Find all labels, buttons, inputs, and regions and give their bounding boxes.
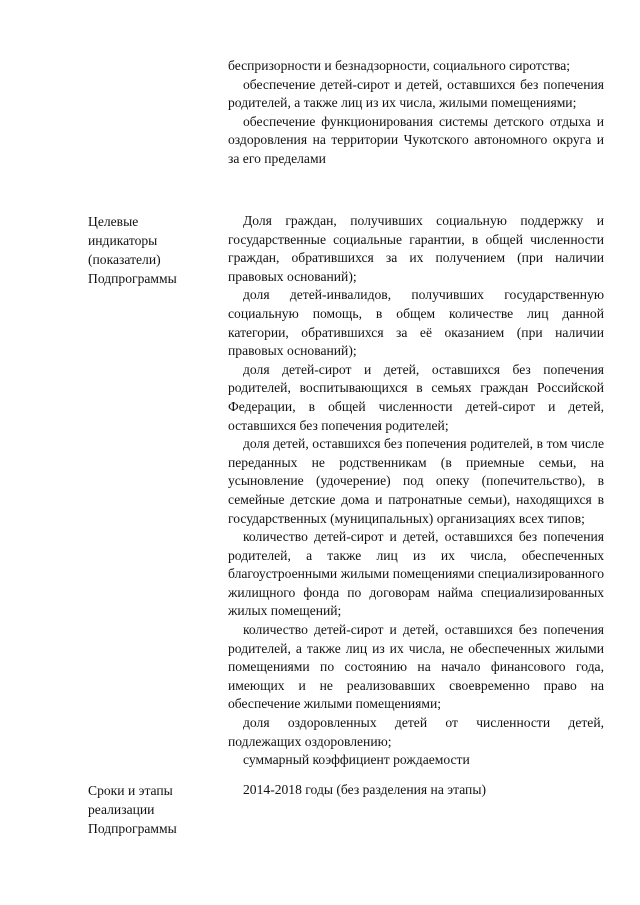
label-line: Целевые	[88, 214, 139, 229]
terms-text	[228, 781, 604, 800]
terms-label	[88, 781, 218, 838]
label-line: реализации	[88, 802, 155, 817]
paragraph: обеспечение функционирования системы детского отдыха и оздоровления на территории Чукотского автономного округа и за его пределами	[228, 113, 604, 166]
indicators-label	[88, 212, 218, 288]
indicators-text	[228, 212, 604, 770]
terms-value: 2014-2018 годы (без разделения на этапы)	[243, 782, 486, 797]
label-line: Подпрограммы	[88, 821, 177, 836]
paragraph: количество детей-сирот и детей, оставшихся без попечения родителей, а также лиц из их числа, не обеспеченных жилыми помещениями по состоянию на начало финансового года, имеющих и не реализовавших своевременно право на обеспечение жилыми помещениями;	[228, 622, 604, 712]
paragraph: доля детей-сирот и детей, оставшихся без попечения родителей, воспитывающихся в семьях граждан Российской Федерации, в общей численности детей-сирот и детей, оставшихся без попечения родителей;	[228, 361, 604, 433]
label-line: Сроки и этапы	[88, 783, 173, 798]
label-line: индикаторы	[88, 233, 158, 248]
paragraph: беспризорности и безнадзорности, социального сиротства;	[228, 58, 571, 73]
label-line: Подпрограммы	[88, 271, 177, 286]
label-line: (показатели)	[88, 252, 161, 267]
paragraph: Доля граждан, получивших социальную поддержку и государственные социальные гарантии, в общей численности граждан, обратившихся за их получением (при наличии правовых оснований);	[228, 213, 604, 284]
paragraph: доля оздоровленных детей от численности детей, подлежащих оздоровлению;	[228, 715, 604, 749]
paragraph: доля детей-инвалидов, получивших государственную социальную помощь, в общем количестве лиц данной категории, обратившихся за её оказанием (при наличии правовых оснований);	[228, 287, 604, 359]
paragraph: количество детей-сирот и детей, оставшихся без попечения родителей, а также лиц из их числа, обеспеченных благоустроенными жилыми помещениями специализированного жилищного фонда по договорам найма специализированных жилых помещений;	[228, 529, 604, 619]
paragraph: обеспечение детей-сирот и детей, оставшихся без попечения родителей, а также лиц из их числа, жилыми помещениями;	[228, 76, 604, 111]
paragraph: суммарный коэффициент рождаемости	[243, 752, 470, 768]
top-continuation-text	[228, 57, 604, 169]
paragraph: доля детей, оставшихся без попечения родителей, в том числе переданных не родственникам (в приемные семьи, на усыновление (удочерение) под опеку (попечительство), в семейные детские дома и патронатные семьи), находящихся в государственных (муниципальных) организациях всех типов;	[228, 436, 604, 526]
